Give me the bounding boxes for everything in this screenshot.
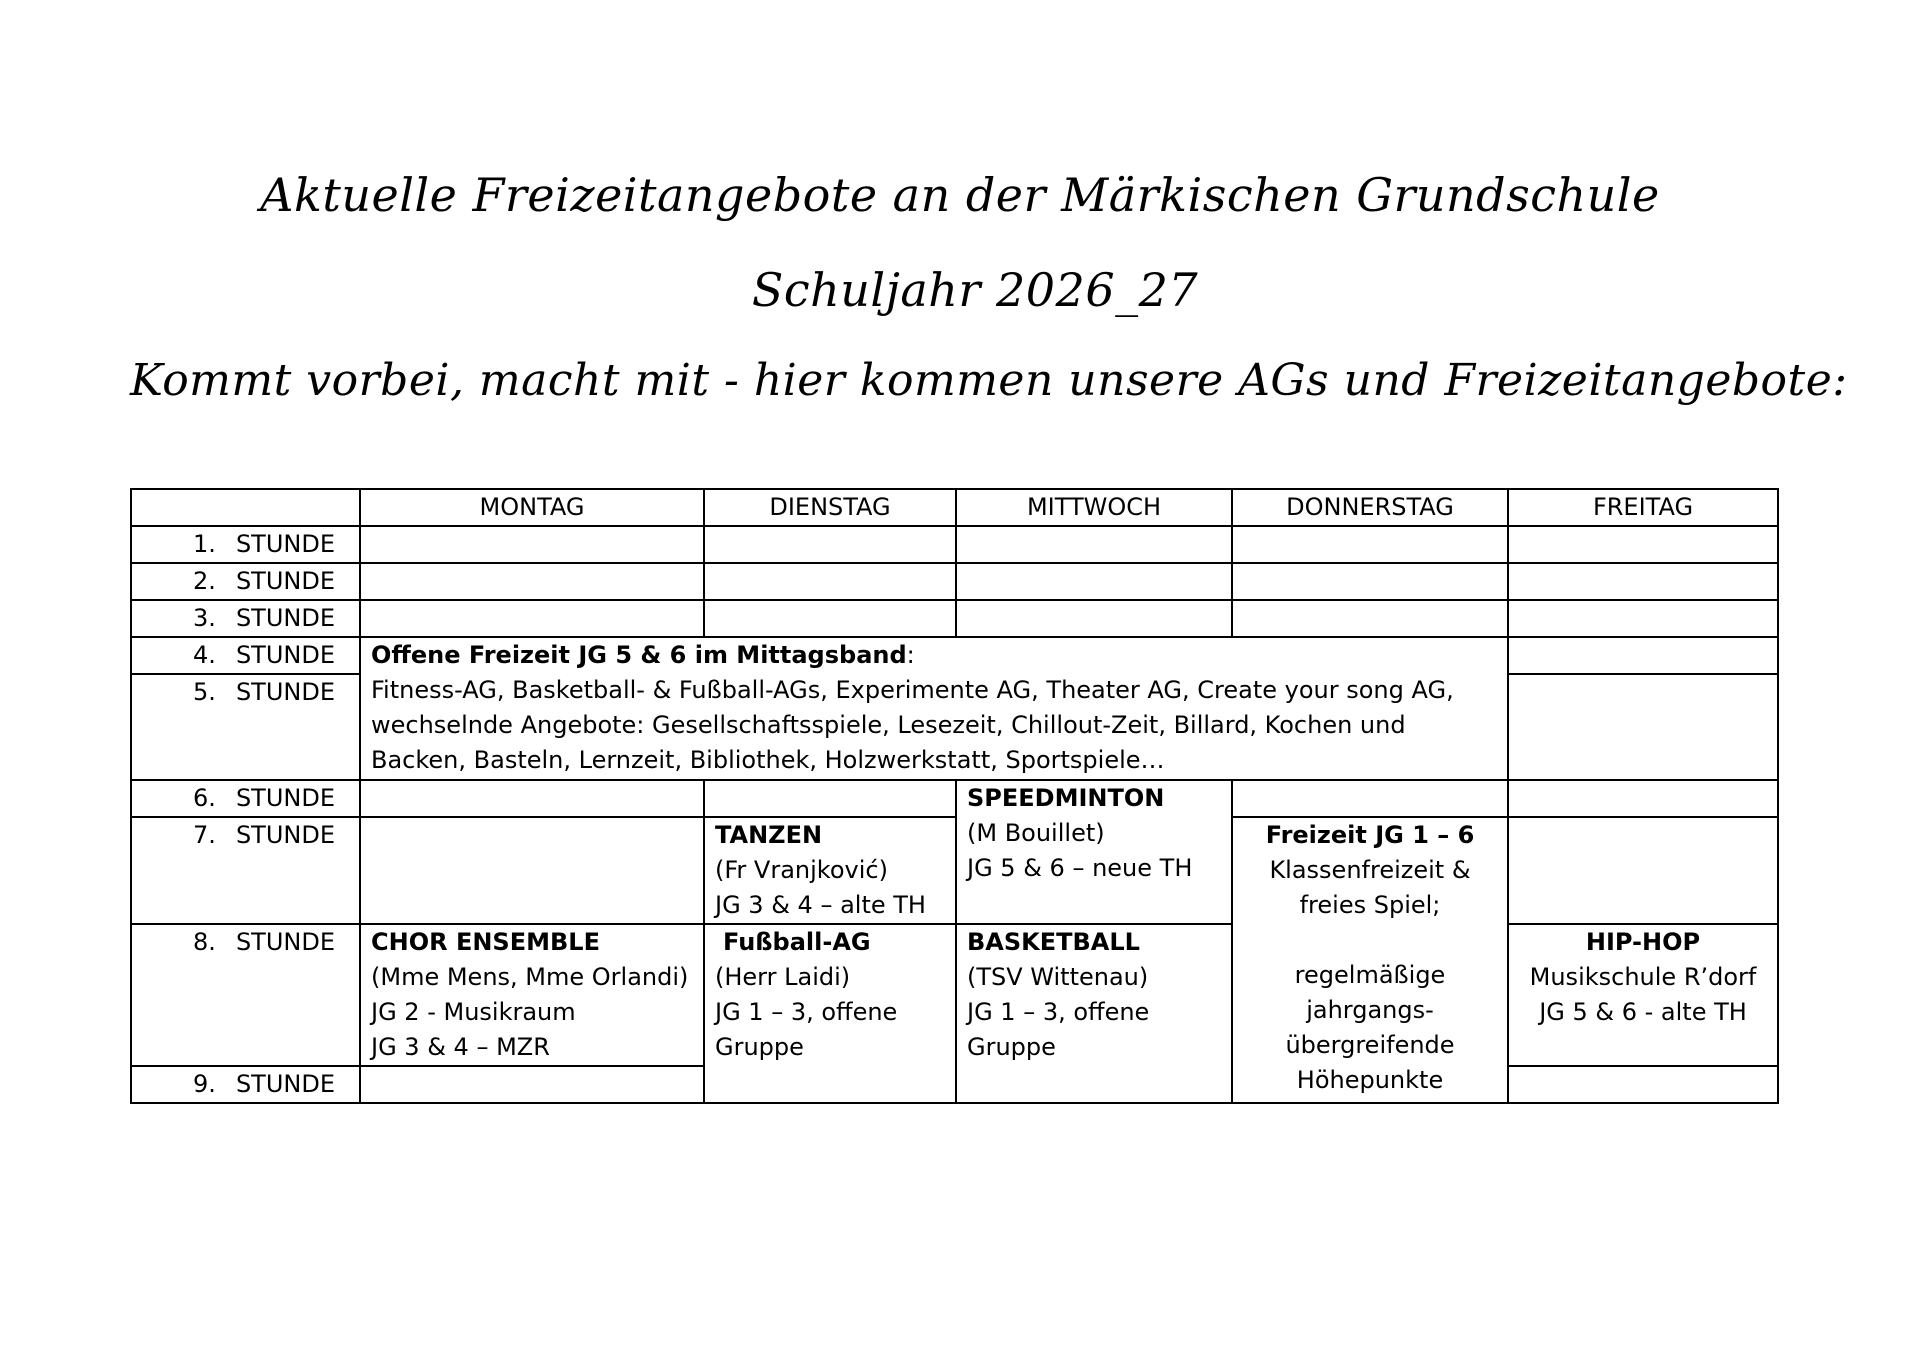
empty-cell bbox=[1508, 526, 1778, 563]
fussball-cell: Fußball-AG (Herr Laidi) JG 1 – 3, offene Gruppe bbox=[704, 924, 956, 1103]
header-row bbox=[131, 489, 1778, 526]
period-label: 1. STUNDE bbox=[131, 526, 360, 563]
page-title: Aktuelle Freizeitangebote an der Märkischen Grundschule bbox=[260, 168, 1660, 222]
empty-cell bbox=[360, 817, 704, 924]
empty-cell bbox=[1508, 563, 1778, 600]
empty-cell bbox=[704, 563, 956, 600]
empty-cell bbox=[360, 563, 704, 600]
mittagsband-heading: Offene Freizeit JG 5 & 6 im Mittagsband bbox=[371, 641, 907, 669]
mittagsband-cell bbox=[360, 637, 1508, 780]
chor-cell: CHOR ENSEMBLE (Mme Mens, Mme Orlandi) JG 2 - Musikraum JG 3 & 4 – MZR bbox=[360, 924, 704, 1066]
empty-cell bbox=[1232, 526, 1508, 563]
page-tagline: Kommt vorbei, macht mit - hier kommen unsere AGs und Freizeitangebote: bbox=[130, 355, 1848, 406]
period-label: 2. STUNDE bbox=[131, 563, 360, 600]
day-header: MONTAG bbox=[360, 489, 704, 526]
mittagsband-text: Fitness-AG, Basketball- & Fußball-AGs, Experimente AG, Theater AG, Create your song AG, wechselnde Angebote: Gesellschaftsspiele, Lesezeit, Chillout-Zeit, Billard, Kochen und Backen, Basteln, Lernzeit, Bibliothek, Holzwerkstatt, Sportspiele… bbox=[371, 676, 1454, 774]
tanzen-cell: TANZEN (Fr Vranjković) JG 3 & 4 – alte TH bbox=[704, 817, 956, 924]
day-header: MITTWOCH bbox=[956, 489, 1232, 526]
day-header: FREITAG bbox=[1508, 489, 1778, 526]
period-label: 4. STUNDE bbox=[131, 637, 360, 674]
empty-cell bbox=[1508, 637, 1778, 674]
schedule-table bbox=[130, 488, 1779, 1104]
hiphop-cell: HIP-HOP Musikschule R’dorf JG 5 & 6 - alte TH bbox=[1508, 924, 1778, 1066]
period-label: 8. STUNDE bbox=[131, 924, 360, 1066]
empty-cell bbox=[1232, 563, 1508, 600]
empty-cell bbox=[956, 526, 1232, 563]
empty-cell bbox=[1232, 600, 1508, 637]
corner-cell bbox=[131, 489, 360, 526]
table-row bbox=[131, 817, 1778, 924]
page-subtitle: Schuljahr 2026_27 bbox=[751, 263, 1199, 317]
table-row bbox=[131, 780, 1778, 817]
empty-cell bbox=[1508, 1066, 1778, 1103]
table-row bbox=[131, 637, 1778, 674]
day-header: DONNERSTAG bbox=[1232, 489, 1508, 526]
period-label: 6. STUNDE bbox=[131, 780, 360, 817]
empty-cell bbox=[360, 526, 704, 563]
empty-cell bbox=[360, 1066, 704, 1103]
empty-cell bbox=[704, 600, 956, 637]
table-row bbox=[131, 526, 1778, 563]
period-label: 7. STUNDE bbox=[131, 817, 360, 924]
table-row bbox=[131, 563, 1778, 600]
empty-cell bbox=[956, 600, 1232, 637]
freizeit-cell: Freizeit JG 1 – 6 Klassenfreizeit & freies Spiel; regelmäßige jahrgangs- übergreifende Höhepunkte bbox=[1232, 817, 1508, 1103]
empty-cell bbox=[956, 563, 1232, 600]
period-label: 3. STUNDE bbox=[131, 600, 360, 637]
table-row bbox=[131, 600, 1778, 637]
basketball-cell: BASKETBALL (TSV Wittenau) JG 1 – 3, offene Gruppe bbox=[956, 924, 1232, 1103]
table-row bbox=[131, 924, 1778, 1066]
empty-cell bbox=[360, 600, 704, 637]
mittagsband-colon: : bbox=[906, 641, 915, 669]
empty-cell bbox=[360, 780, 704, 817]
empty-cell bbox=[1508, 780, 1778, 817]
empty-cell bbox=[1508, 674, 1778, 780]
empty-cell bbox=[704, 780, 956, 817]
empty-cell bbox=[704, 526, 956, 563]
period-label: 9. STUNDE bbox=[131, 1066, 360, 1103]
period-label: 5. STUNDE bbox=[131, 674, 360, 780]
empty-cell bbox=[1232, 780, 1508, 817]
empty-cell bbox=[1508, 817, 1778, 924]
empty-cell bbox=[1508, 600, 1778, 637]
day-header: DIENSTAG bbox=[704, 489, 956, 526]
speedminton-cell: SPEEDMINTON (M Bouillet) JG 5 & 6 – neue TH bbox=[956, 780, 1232, 924]
